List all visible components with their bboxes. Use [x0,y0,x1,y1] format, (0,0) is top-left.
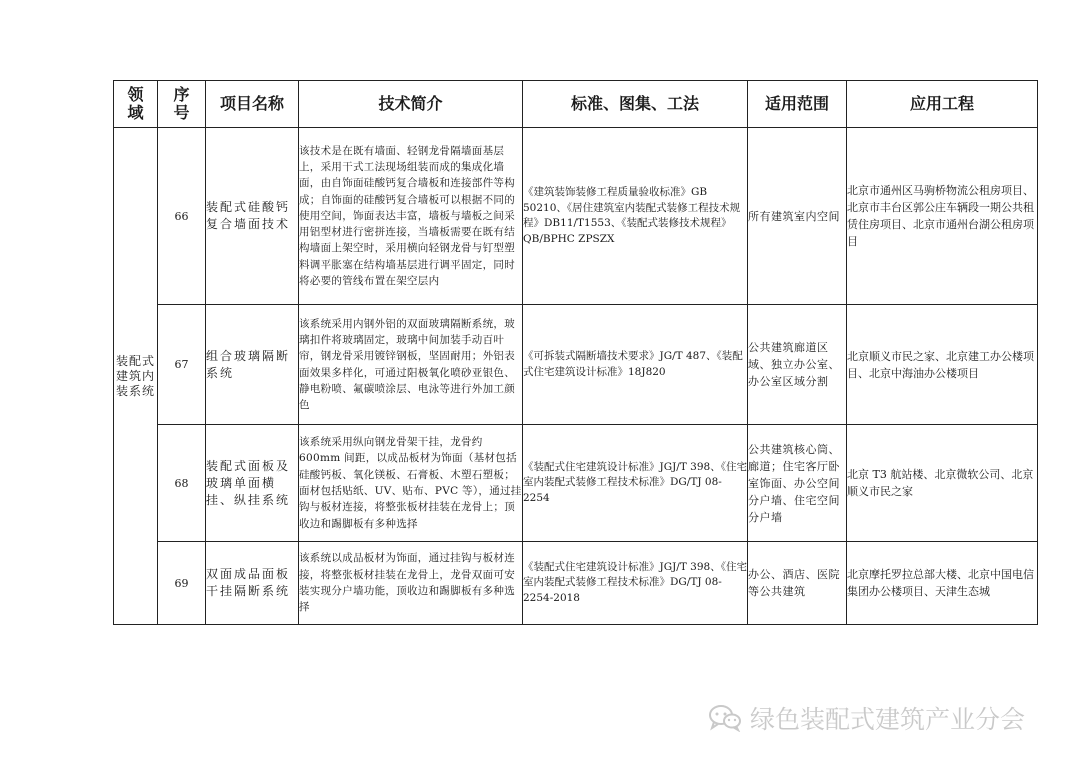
header-intro: 技术简介 [299,81,523,128]
standards-cell: 《装配式住宅建筑设计标准》JGJ/T 398、《住宅室内装配式装修工程技术标准》DG/TJ 08-2254 [523,425,748,542]
wechat-icon [708,704,742,732]
seq-cell: 67 [158,305,206,425]
seq-cell: 68 [158,425,206,542]
table-row [114,425,1038,542]
seq-cell: 66 [158,128,206,305]
scope-cell: 公共建筑廊道区域、独立办公室、办公室区域分割 [748,305,847,425]
scope-cell: 所有建筑室内空间 [748,128,847,305]
name-cell: 组合玻璃隔断系统 [206,305,299,425]
header-scope: 适用范围 [748,81,847,128]
name-cell: 装配式面板及玻璃单面横挂、纵挂系统 [206,425,299,542]
header-row [114,81,1038,128]
intro-cell: 该系统采用内钢外铝的双面玻璃隔断系统，玻璃扣件将玻璃固定，玻璃中间加装手动百叶帘，钢龙骨采用镀锌钢板，坚固耐用；外铝表面效果多样化，可通过阳极氧化喷砂亚银色、静电粉喷、氟碳喷涂层、电泳等进行外加工颜色 [299,305,523,425]
name-cell: 装配式硅酸钙复合墙面技术 [206,128,299,305]
projects-cell: 北京摩托罗拉总部大楼、北京中国电信集团办公楼项目、天津生态城 [847,542,1038,625]
intro-cell: 该系统以成品板材为饰面，通过挂钩与板材连接，将整张板材挂装在龙骨上，龙骨双面可安装实现分户墙功能，顶收边和踢脚板有多种选择 [299,542,523,625]
projects-cell: 北京顺义市民之家、北京建工办公楼项目、北京中海油办公楼项目 [847,305,1038,425]
table-row [114,128,1038,305]
seq-cell: 69 [158,542,206,625]
standards-table [113,80,1038,625]
header-name: 项目名称 [206,81,299,128]
table-row [114,305,1038,425]
standards-cell: 《建筑装饰装修工程质量验收标准》GB 50210、《居住建筑室内装配式装修工程技术规程》DB11/T1553、《装配式装修技术规程》QB/BPHC ZPSZX [523,128,748,305]
domain-cell: 装配式建筑内装系统 [114,128,158,625]
projects-cell: 北京市通州区马驹桥物流公租房项目、北京市丰台区郭公庄车辆段一期公共租赁住房项目、北京市通州台湖公租房项目 [847,128,1038,305]
intro-cell: 该系统采用纵向钢龙骨架干挂，龙骨约 600mm 间距，以成品板材为饰面（基材包括硅酸钙板、氧化镁板、石膏板、木塑石塑板；面材包括贴纸、UV、贴布、PVC 等），通过挂钩与板材连接，将整张板材挂装在龙骨上；顶收边和踢脚板有多种选择 [299,425,523,542]
scope-cell: 公共建筑核心筒、廊道；住宅客厅卧室饰面、办公空间分户墙、住宅空间分户墙 [748,425,847,542]
projects-cell: 北京 T3 航站楼、北京微软公司、北京顺义市民之家 [847,425,1038,542]
standards-cell: 《装配式住宅建筑设计标准》JGJ/T 398、《住宅室内装配式装修工程技术标准》DG/TJ 08-2254-2018 [523,542,748,625]
name-cell: 双面成品面板干挂隔断系统 [206,542,299,625]
standards-cell: 《可拆装式隔断墙技术要求》JG/T 487、《装配式住宅建筑设计标准》18J820 [523,305,748,425]
header-projects: 应用工程 [847,81,1038,128]
table-row [114,542,1038,625]
header-seq: 序号 [158,81,206,128]
header-standards: 标准、图集、工法 [523,81,748,128]
intro-cell: 该技术是在既有墙面、轻钢龙骨隔墙面基层上，采用干式工法现场组装而成的集成化墙面，由自饰面硅酸钙复合墙板和连接部件等构成；自饰面的硅酸钙复合墙板可以根据不同的使用空间，饰面表达丰富，墙板与墙板之间采用铝型材进行密拼连接，当墙板需要在既有结构墙面上架空时，采用横向轻钢龙骨与钉型塑料调平胀塞在结构墙基层进行调平固定，同时将必要的管线布置在架空层内 [299,128,523,305]
watermark [708,700,1025,736]
header-domain: 领域 [114,81,158,128]
watermark-text: 绿色装配式建筑产业分会 [750,705,1026,734]
scope-cell: 办公、酒店、医院等公共建筑 [748,542,847,625]
